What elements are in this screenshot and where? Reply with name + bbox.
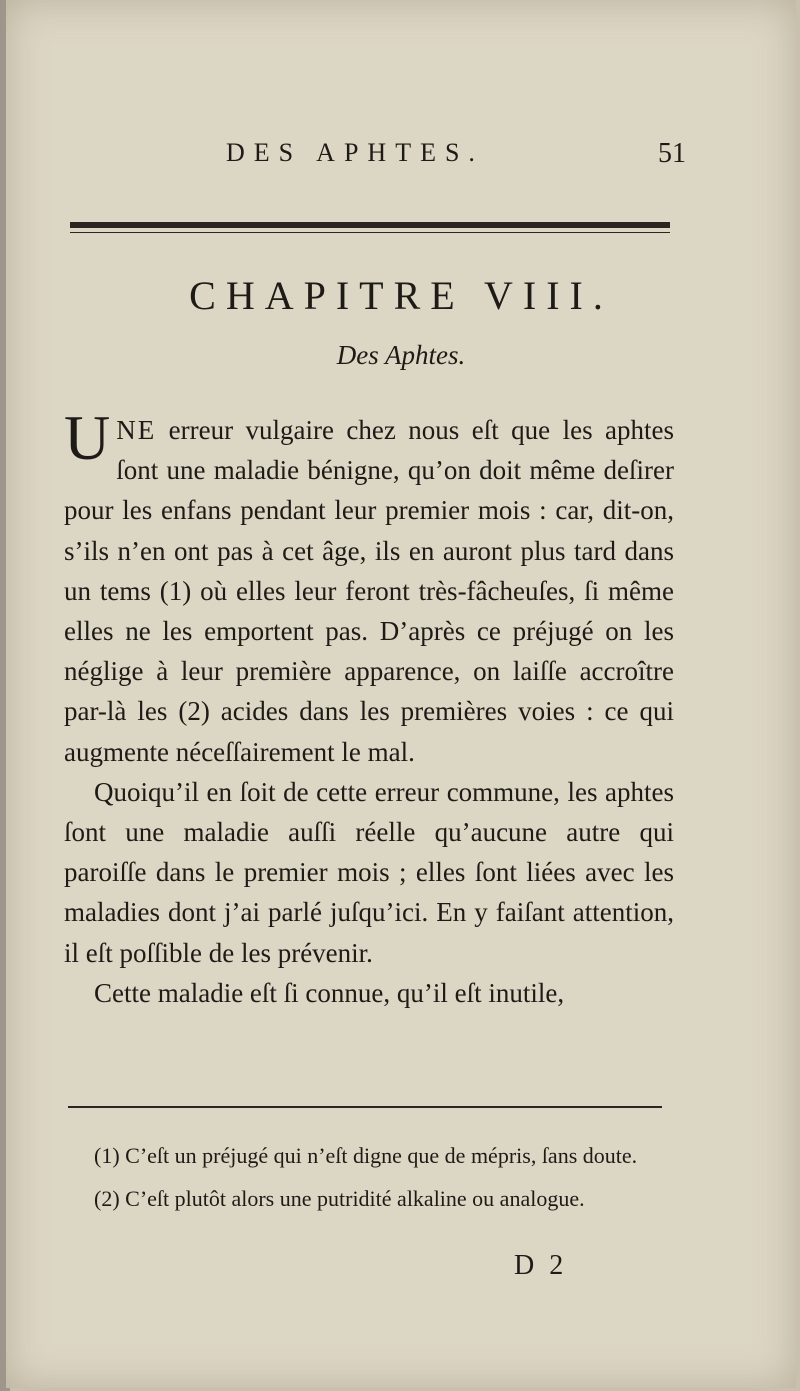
running-title: DES APHTES. <box>226 138 484 167</box>
footnote-rule <box>68 1106 662 1108</box>
header-rule-thin <box>70 232 670 233</box>
paragraph-1 <box>64 402 674 772</box>
footnotes <box>68 1140 668 1226</box>
footnote-1: (1) C’eſt un préjugé qui n’eſt digne que de mépris, ſans doute. <box>94 1143 638 1168</box>
drop-cap: U <box>64 402 111 473</box>
signature-mark: D 2 <box>514 1250 568 1281</box>
header-rule <box>70 222 670 228</box>
book-page <box>6 0 796 1388</box>
paragraph-1-text: erreur vulgaire chez nous eſt que les aphtes ſont une maladie bénigne, qu’on doit même deſirer pour les enfans pendant leur premier mois : car, dit-on, s’ils n’en ont pas à cet âge, ils en auront plus tard dans un tems (1) où elles leur feront très-fâcheuſes, ſi même elles ne les emportent pas. D’après ce préjugé on les néglige à leur première apparence, on laiſſe accroître par-là les (2) acides dans les premières voies : ce qui augmente néceſſairement le mal. <box>64 415 674 767</box>
first-word-rest: NE <box>116 415 157 445</box>
chapter-title: CHAPITRE VIII. <box>189 273 613 318</box>
body-text <box>64 402 674 1013</box>
paragraph-3: Cette maladie eſt ſi connue, qu’il eſt inutile, <box>94 977 565 1008</box>
chapter-subtitle: Des Aphtes. <box>336 340 466 370</box>
paragraph-2: Quoiqu’il en ſoit de cette erreur commune, les aphtes ſont une maladie auſſi réelle qu’aucune autre qui paroiſſe dans le premier mois ; elles ſont liées avec les maladies dont j’ai parlé juſqu’ici. En y faiſant attention, il eſt poſſible de les prévenir. <box>64 776 674 968</box>
page-number: 51 <box>658 138 686 169</box>
running-head <box>226 138 686 178</box>
footnote-2: (2) C’eſt plutôt alors une putridité alkaline ou analogue. <box>94 1186 585 1211</box>
